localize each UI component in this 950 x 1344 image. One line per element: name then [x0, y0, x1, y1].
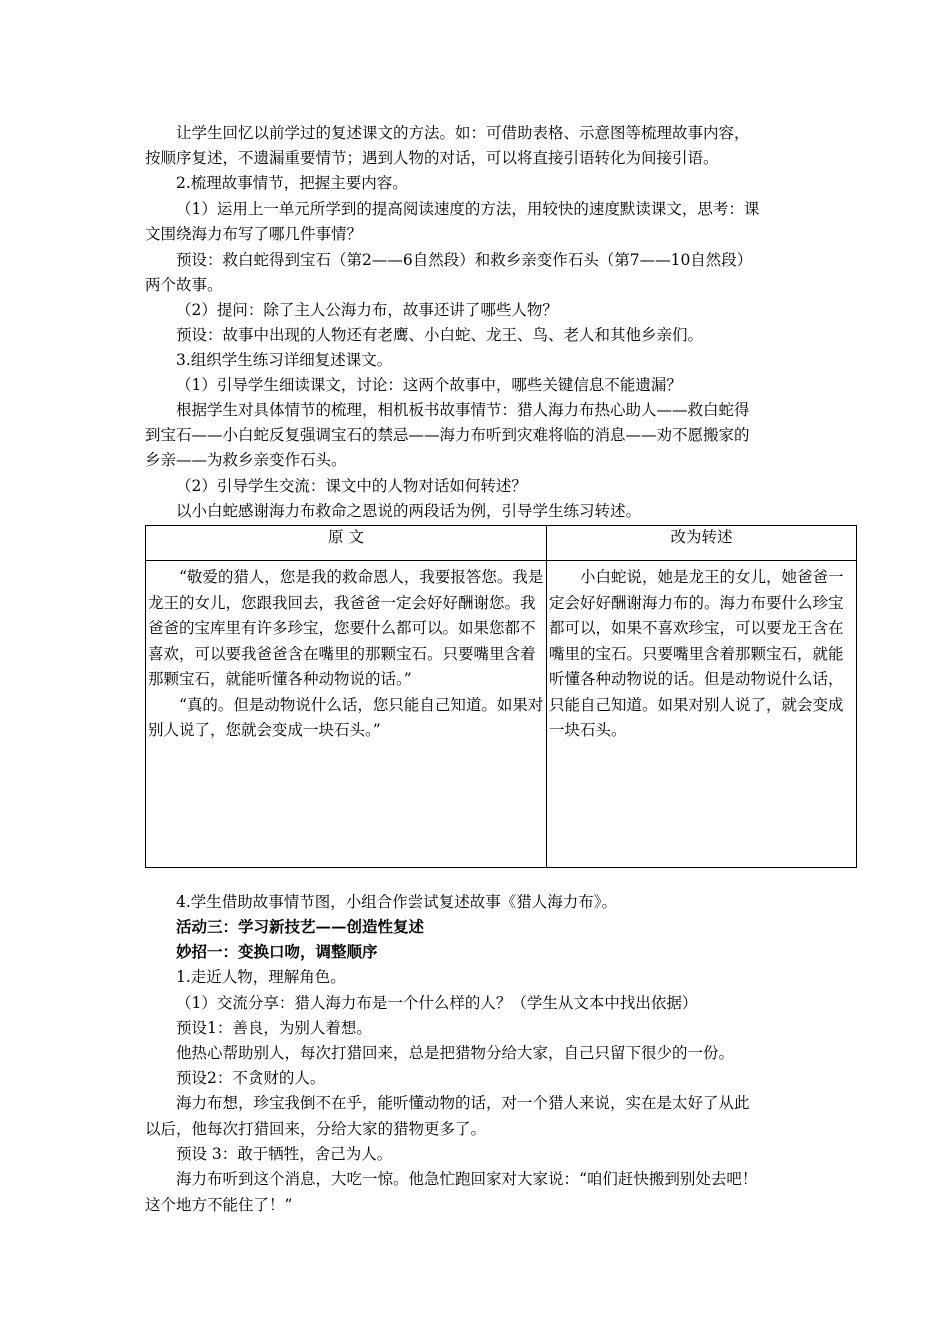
text-line: 到宝石——小白蛇反复强调宝石的禁忌——海力布听到灾难将临的消息——劝不愿搬家的: [145, 426, 750, 444]
text-line: 预设2：不贪财的人。: [176, 1069, 326, 1087]
original-paragraph: “真的。但是动物说什么话，您只能自己知道。如果对别人说了，您就会变成一块石头。”: [148, 695, 544, 739]
text-line: 预设1：善良，为别人着想。: [176, 1019, 372, 1037]
text-line: （1）交流分享：猎人海力布是一个什么样的人？（学生从文本中找出依据）: [176, 994, 698, 1012]
text-line: 让学生回忆以前学过的复述课文的方法。如：可借助表格、示意图等梳理故事内容，: [176, 124, 750, 142]
text-line: 4.学生借助故事情节图，小组合作尝试复述故事《猎人海力布》。: [176, 893, 618, 911]
text-line: 2.梳理故事情节，把握主要内容。: [176, 174, 408, 192]
text-line: （2）提问：除了主人公海力布，故事还讲了哪些人物？: [176, 301, 558, 319]
header-retold: 改为转述: [547, 526, 857, 561]
table-row: [146, 561, 857, 868]
tip-heading: 妙招一：变换口吻，调整顺序: [176, 942, 378, 961]
text-line: 预设：故事中出现的人物还有老鹰、小白蛇、龙王、鸟、老人和其他乡亲们。: [176, 326, 704, 344]
cell-original: [146, 561, 547, 868]
text-line: 按顺序复述，不遗漏重要情节；遇到人物的对话，可以将直接引语转化为间接引语。: [145, 149, 719, 167]
text-line: 这个地方不能住了！”: [145, 1196, 293, 1214]
cell-retold: [547, 561, 857, 868]
text-line: 3.组织学生练习详细复述课文。: [176, 351, 393, 369]
text-line: 海力布想，珍宝我倒不在乎，能听懂动物的话，对一个猎人来说，实在是太好了从此: [176, 1094, 750, 1112]
original-paragraph: “敬爱的猎人，您是我的救命恩人，我要报答您。我是龙王的女儿，您跟我回去，我爸爸一定会好好酬谢您。我爸爸的宝库里有许多珍宝，您要什么都可以。如果您都不喜欢，可以要我爸爸含在嘴里的那颗宝石。只要嘴里含着那颗宝石，就能听懂各种动物说的话。”: [148, 568, 544, 688]
activity-heading: 活动三：学习新技艺——创造性复述: [176, 917, 425, 936]
text-line: 1.走近人物，理解角色。: [176, 968, 346, 986]
text-line: 他热心帮助别人，每次打猎回来，总是把猎物分给大家，自己只留下很少的一份。: [176, 1044, 735, 1062]
comparison-table: [145, 525, 857, 868]
text-line: 预设：救白蛇得到宝石（第2——6自然段）和救乡亲变作石头（第7——10自然段）: [176, 251, 753, 269]
table-header-row: [146, 526, 857, 561]
text-line: 海力布听到这个消息，大吃一惊。他急忙跑回家对大家说：“咱们赶快搬到别处去吧！: [176, 1170, 758, 1188]
header-original: 原 文: [146, 526, 547, 561]
text-line: 文围绕海力布写了哪几件事情？: [145, 225, 363, 243]
text-line: 以小白蛇感谢海力布救命之恩说的两段话为例，引导学生练习转述。: [176, 502, 642, 520]
text-line: （2）引导学生交流：课文中的人物对话如何转述？: [176, 477, 527, 495]
text-line: 预设 3：敢于牺牲，舍己为人。: [176, 1145, 393, 1163]
text-line: （1）引导学生细读课文，讨论：这两个故事中，哪些关键信息不能遗漏？: [176, 376, 682, 394]
text-line: 以后，他每次打猎回来，分给大家的猎物更多了。: [145, 1120, 487, 1138]
text-line: （1）运用上一单元所学到的提高阅读速度的方法，用较快的速度默读课文，思考：课: [176, 200, 760, 218]
text-line: 根据学生对具体情节的梳理，相机板书故事情节：猎人海力布热心助人——救白蛇得: [176, 401, 750, 419]
text-line: 两个故事。: [145, 276, 223, 294]
text-line: 乡亲——为救乡亲变作石头。: [145, 451, 347, 469]
retold-paragraph: 小白蛇说，她是龙王的女儿，她爸爸一定会好好酬谢海力布的。海力布要什么珍宝都可以，如果不喜欢珍宝，可以要龙王含在嘴里的宝石。只要嘴里含着那颗宝石，就能听懂各种动物说的话。但是动物说什么话，只能自己知道。如果对别人说了，就会变成一块石头。: [549, 568, 844, 739]
